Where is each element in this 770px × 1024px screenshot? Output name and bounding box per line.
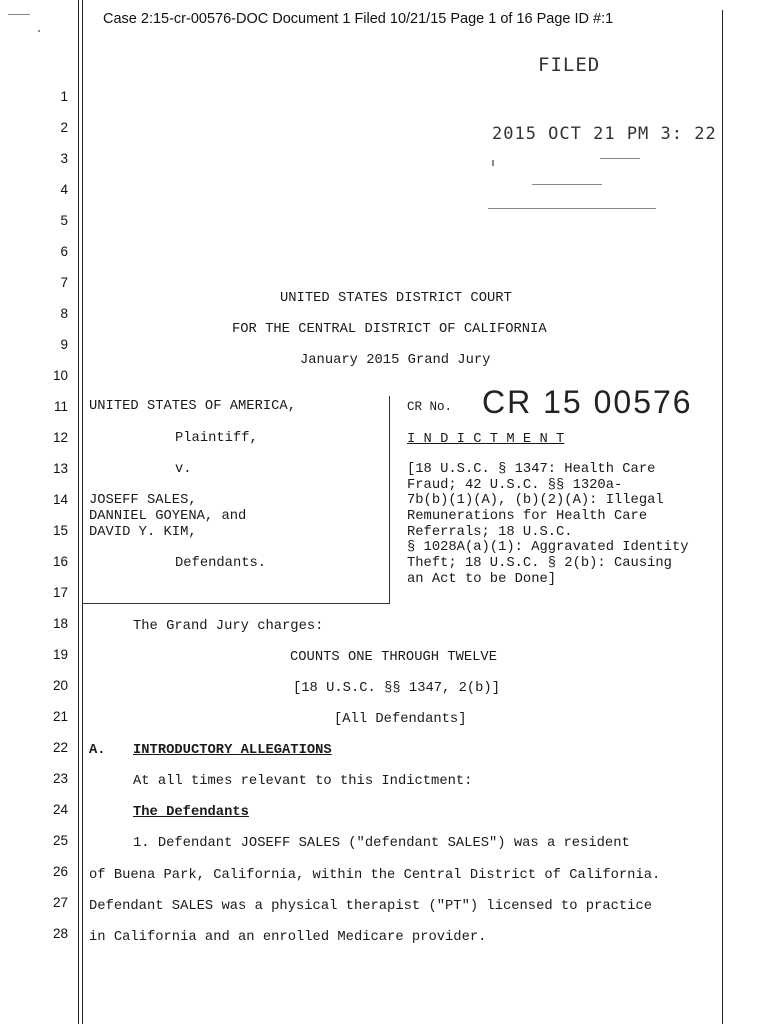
- court-name: UNITED STATES DISTRICT COURT: [280, 291, 512, 306]
- line-number: 7: [60, 275, 68, 290]
- charge-line: § 1028A(a)(1): Aggravated Identity: [407, 540, 689, 555]
- defendants-role: Defendants.: [175, 556, 267, 571]
- stamp-residue: [488, 208, 656, 209]
- defendant-name: JOSEFF SALES,: [89, 493, 197, 508]
- line-number: 24: [52, 802, 68, 817]
- court-district: FOR THE CENTRAL DISTRICT OF CALIFORNIA: [232, 322, 547, 337]
- line-number: 6: [60, 244, 68, 259]
- line-number: 26: [52, 864, 68, 879]
- line-number: 9: [60, 337, 68, 352]
- charge-line: Referrals; 18 U.S.C.: [407, 525, 573, 540]
- paragraph-line: Defendant SALES was a physical therapist ("PT") licensed to practice: [89, 899, 653, 914]
- counts-defendants: [All Defendants]: [334, 712, 467, 727]
- paragraph-line: 1. Defendant JOSEFF SALES ("defendant SALES") was a resident: [133, 836, 630, 851]
- charge-line: Theft; 18 U.S.C. § 2(b): Causing: [407, 556, 672, 571]
- line-number: 22: [52, 740, 68, 755]
- cr-number-label: CR No.: [407, 400, 453, 414]
- line-number: 8: [60, 306, 68, 321]
- defendant-name: DANNIEL GOYENA, and: [89, 509, 247, 524]
- charge-line: 7b(b)(1)(A), (b)(2)(A): Illegal: [407, 493, 664, 508]
- case-number: CR 15 00576: [482, 384, 693, 420]
- versus: v.: [175, 462, 192, 477]
- stamp-residue: [492, 160, 494, 166]
- defendant-name: DAVID Y. KIM,: [89, 525, 197, 540]
- line-number: 21: [52, 709, 68, 724]
- scan-mark: [38, 30, 40, 32]
- filed-stamp-date: 2015 OCT 21 PM 3: 22: [492, 124, 717, 144]
- filed-stamp-label: FILED: [538, 54, 601, 76]
- line-number: 2: [60, 120, 68, 135]
- line-number: 19: [52, 647, 68, 662]
- stamp-residue: [600, 158, 640, 159]
- paragraph-line: in California and an enrolled Medicare provider.: [89, 930, 487, 945]
- caption-divider-vertical: [389, 396, 390, 604]
- section-title: INTRODUCTORY ALLEGATIONS: [133, 743, 332, 758]
- line-number: 27: [52, 895, 68, 910]
- charge-line: [18 U.S.C. § 1347: Health Care: [407, 462, 656, 477]
- line-number: 12: [52, 430, 68, 445]
- line-number: 15: [52, 523, 68, 538]
- section-letter: A.: [89, 743, 106, 758]
- line-number: 20: [52, 678, 68, 693]
- line-number: 14: [52, 492, 68, 507]
- plaintiff-role: Plaintiff,: [175, 431, 258, 446]
- line-number: 23: [52, 771, 68, 786]
- line-number: 16: [52, 554, 68, 569]
- line-number: 10: [52, 368, 68, 383]
- subheading-defendants: The Defendants: [133, 805, 249, 820]
- line-number: 13: [52, 461, 68, 476]
- grand-jury: January 2015 Grand Jury: [300, 353, 491, 368]
- left-margin-rule-inner: [82, 0, 83, 1024]
- document-header: Case 2:15-cr-00576-DOC Document 1 Filed 10/21/15 Page 1 of 16 Page ID #:1: [103, 11, 614, 27]
- scan-mark: [8, 14, 30, 15]
- plaintiff-name: UNITED STATES OF AMERICA,: [89, 399, 296, 414]
- left-margin-rule-outer: [78, 0, 79, 1024]
- line-number: 5: [60, 213, 68, 228]
- relevant-times: At all times relevant to this Indictment:: [133, 774, 473, 789]
- charges-intro: The Grand Jury charges:: [133, 619, 324, 634]
- line-number: 3: [60, 151, 68, 166]
- line-number: 1: [60, 89, 68, 104]
- line-number: 18: [52, 616, 68, 631]
- line-number: 4: [60, 182, 68, 197]
- charge-line: Fraud; 42 U.S.C. §§ 1320a-: [407, 478, 623, 493]
- right-margin-rule: [722, 10, 723, 1024]
- charge-line: an Act to be Done]: [407, 572, 557, 587]
- counts-title: COUNTS ONE THROUGH TWELVE: [290, 650, 497, 665]
- counts-statutes: [18 U.S.C. §§ 1347, 2(b)]: [293, 681, 500, 696]
- document-type: I N D I C T M E N T: [407, 432, 565, 447]
- line-number: 11: [53, 399, 68, 414]
- line-number: 17: [52, 585, 68, 600]
- stamp-residue: [532, 184, 602, 185]
- caption-divider-horizontal: [83, 603, 390, 604]
- line-number: 28: [52, 926, 68, 941]
- line-number: 25: [52, 833, 68, 848]
- charge-line: Remunerations for Health Care: [407, 509, 648, 524]
- paragraph-line: of Buena Park, California, within the Central District of California.: [89, 868, 661, 883]
